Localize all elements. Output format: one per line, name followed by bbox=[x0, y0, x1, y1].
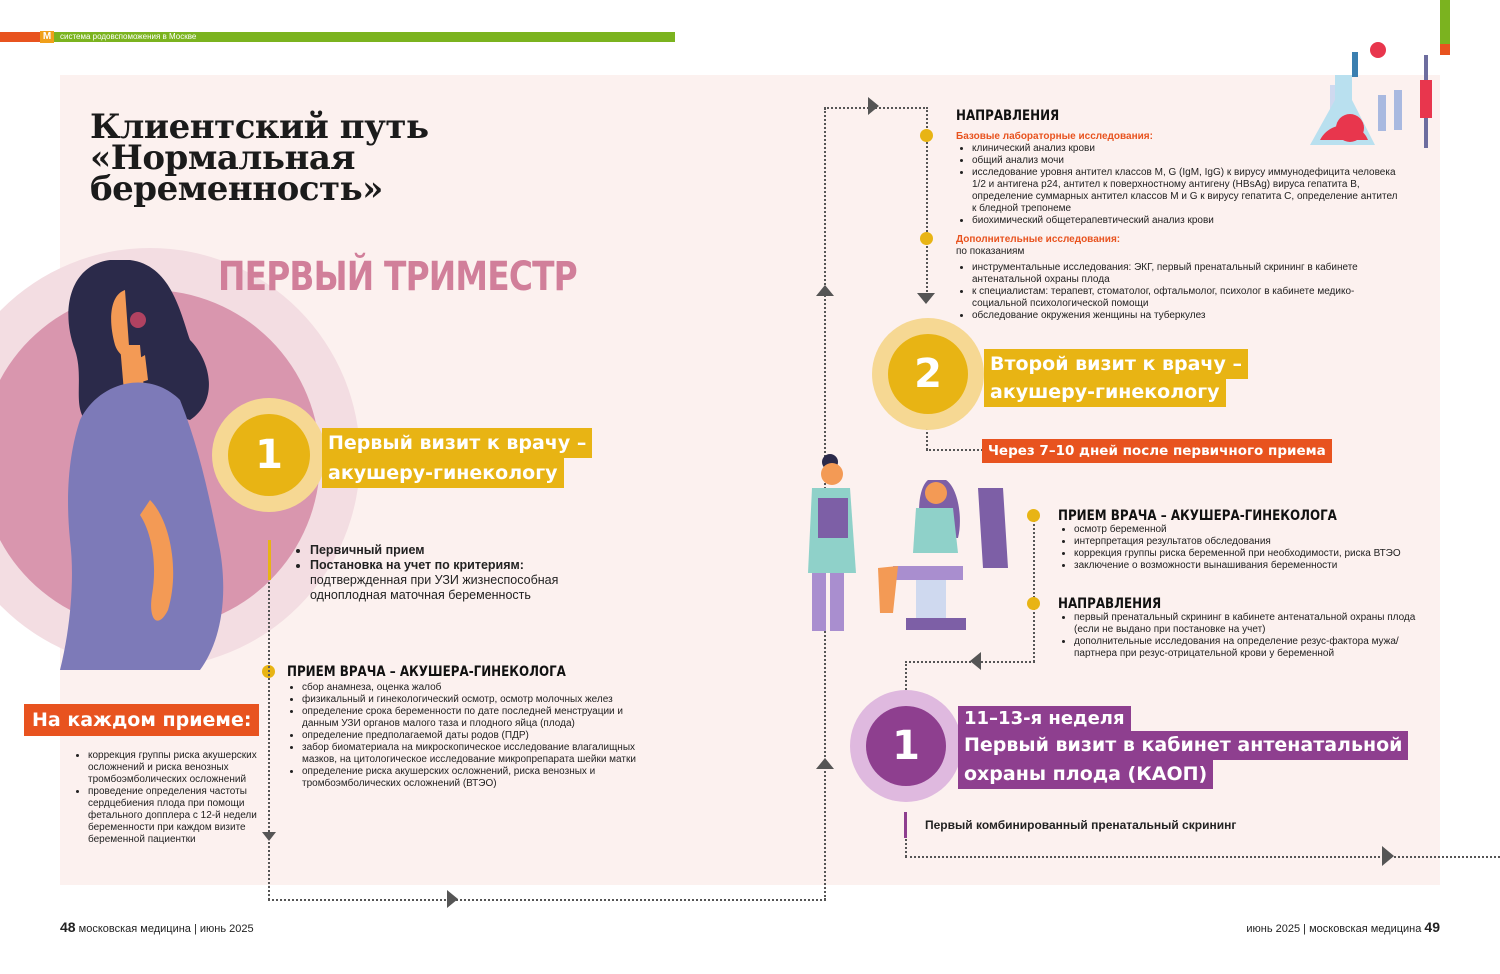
referrals1-basic-label: Базовые лабораторные исследования: bbox=[956, 131, 1153, 142]
kaop-week-text: 11–13-я неделя bbox=[964, 708, 1125, 729]
referrals1-extra-note: по показаниям bbox=[956, 246, 1025, 257]
list-item: • исследование уровня антител классов M, G (IgM, IgG) к вирусу иммунодефицита человека 1/2 и антигена p24, антител к поверхностному антигену (HBsAg) вируса гепатита В, определение суммарных антител классов М и G к вирусу гепатита С, определение антител к бледной трепонеме bbox=[972, 167, 1398, 215]
flow-arrow-left bbox=[970, 652, 981, 670]
visit1-bullet bbox=[310, 543, 610, 558]
list-item: • осмотр беременной bbox=[1074, 524, 1440, 536]
list-item: • коррекция группы риска акушерских осложнений и риска венозных тромбоэмболических осложнений bbox=[88, 750, 264, 786]
flow-arrow-right bbox=[1382, 846, 1394, 866]
referrals1-extra-dot bbox=[920, 232, 933, 245]
flow-arrow-down bbox=[262, 832, 276, 841]
trimester-heading: ПЕРВЫЙ ТРИМЕСТР bbox=[218, 254, 577, 300]
kaop-circle-inner: 1 bbox=[866, 706, 946, 786]
visit1-bullet bbox=[310, 558, 610, 603]
laboratory-illustration bbox=[1290, 40, 1440, 155]
visit2-title-line2 bbox=[984, 377, 1226, 407]
referrals1-extra-list bbox=[958, 262, 1398, 322]
visit2-referrals-list bbox=[1060, 612, 1430, 660]
referrals1-extra-label: Дополнительные исследования: bbox=[956, 234, 1121, 245]
section-title: система родовспоможения в Москве bbox=[54, 32, 675, 42]
kaop-title-line1 bbox=[958, 731, 1408, 760]
list-item: • проведение определения частоты сердцебиения плода при помощи фетального допплера с 12-й недели беременности при каждом визите беременной пациентки bbox=[88, 786, 264, 846]
each-visit-label: На каждом приеме: bbox=[24, 704, 259, 736]
list-item: • забор биоматериала на микроскопическое исследование влагалищных мазков, на цитологическое исследование микропрепарата шейки матки bbox=[302, 742, 638, 766]
flow-arrow-right bbox=[447, 890, 458, 908]
list-item: • первый пренатальный скрининг в кабинете антенатальной охраны плода (если не выдано при постановке на учет) bbox=[1074, 612, 1430, 636]
page-number-left: 48 bbox=[60, 919, 76, 935]
footer-left: 48 московская медицина | июнь 2025 bbox=[60, 919, 254, 935]
visit1-bullet-bold: Постановка на учет по критериям: bbox=[310, 558, 524, 572]
visit2-title-line1-text: Второй визит к врачу – bbox=[990, 353, 1242, 375]
header-accent-bar bbox=[0, 32, 40, 42]
list-item: • клинический анализ крови bbox=[972, 143, 1398, 155]
visit1-bullets bbox=[290, 543, 610, 603]
visit2-reception-list bbox=[1060, 524, 1440, 572]
visit2-timing: Через 7–10 дней после первичного приема bbox=[982, 439, 1332, 463]
list-item: • дополнительные исследования на определение резус-фактора мужа/партнера при резус-отрицательной крови у беременной bbox=[1074, 636, 1430, 660]
list-item: • коррекция группы риска беременной при необходимости, риска ВТЭО bbox=[1074, 548, 1440, 560]
visit2-referrals-dot bbox=[1027, 597, 1040, 610]
visit1-title-line1 bbox=[322, 428, 592, 458]
visit2-referrals-heading: НАПРАВЛЕНИЯ bbox=[1058, 596, 1162, 612]
footer-date-left: июнь 2025 bbox=[199, 923, 254, 935]
visit1-title-line1-text: Первый визит к врачу – bbox=[328, 432, 587, 454]
kaop-title-line2-text: охраны плода (КАОП) bbox=[964, 763, 1208, 785]
list-item: • определение предполагаемой даты родов (ПДР) bbox=[302, 730, 638, 742]
footer-journal-right: московская медицина bbox=[1309, 923, 1422, 935]
section-logo: M bbox=[40, 31, 54, 43]
each-visit-list bbox=[74, 750, 264, 846]
flow-arrow-down bbox=[917, 293, 935, 304]
list-item: • биохимический общетерапевтический анализ крови bbox=[972, 215, 1398, 227]
list-item: • обследование окружения женщины на туберкулез bbox=[972, 310, 1398, 322]
doctor-patient-illustration bbox=[798, 448, 1018, 633]
list-item: • сбор анамнеза, оценка жалоб bbox=[302, 682, 638, 694]
flow-arrow-up bbox=[816, 285, 834, 296]
flow-line bbox=[1033, 520, 1035, 662]
kaop-week bbox=[958, 706, 1131, 732]
referrals1-heading: НАПРАВЛЕНИЯ bbox=[956, 108, 1060, 124]
kaop-title-line1-text: Первый визит в кабинет антенатальной bbox=[964, 734, 1403, 756]
footer-journal-left: московская медицина bbox=[78, 923, 191, 935]
visit1-bullet-text: подтвержденная при УЗИ жизнеспособная одноплодная маточная беременность bbox=[310, 573, 559, 602]
visit1-bullet-bold: Первичный прием bbox=[310, 543, 425, 557]
flow-line bbox=[268, 899, 826, 901]
footer-right: июнь 2025 | московская медицина 49 bbox=[1246, 919, 1440, 935]
visit1-title-line2 bbox=[322, 458, 564, 488]
kaop-item: Первый комбинированный пренатальный скрининг bbox=[925, 818, 1237, 832]
visit1-reception-heading: ПРИЕМ ВРАЧА – АКУШЕРА-ГИНЕКОЛОГА bbox=[287, 664, 566, 680]
list-item: • заключение о возможности вынашивания беременности bbox=[1074, 560, 1440, 572]
visit2-reception-heading: ПРИЕМ ВРАЧА – АКУШЕРА-ГИНЕКОЛОГА bbox=[1058, 508, 1337, 524]
visit2-title-line1 bbox=[984, 349, 1248, 379]
list-item: • интерпретация результатов обследования bbox=[1074, 536, 1440, 548]
visit2-title-line2-text: акушеру-гинекологу bbox=[990, 381, 1220, 403]
visit1-reception-list bbox=[288, 682, 638, 790]
flow-line bbox=[905, 856, 1500, 858]
kaop-accent-bar bbox=[904, 812, 907, 838]
list-item: • инструментальные исследования: ЭКГ, первый пренатальный скрининг в кабинете антенатальной охраны плода bbox=[972, 262, 1398, 286]
visit2-circle-inner: 2 bbox=[888, 334, 968, 414]
list-item: • физикальный и гинекологический осмотр, осмотр молочных желез bbox=[302, 694, 638, 706]
referrals1-basic-list bbox=[958, 143, 1398, 227]
flow-arrow-up bbox=[816, 758, 834, 769]
list-item: • определение срока беременности по дате последней менструации и данным УЗИ органов малого таза и плодного яйца (плода) bbox=[302, 706, 638, 730]
pregnant-woman-illustration bbox=[40, 250, 240, 670]
referrals1-basic-dot bbox=[920, 129, 933, 142]
list-item: • определение риска акушерских осложнений, риска венозных и тромбоэмболических осложнений (ВТЭО) bbox=[302, 766, 638, 790]
visit2-reception-dot bbox=[1027, 509, 1040, 522]
page-title: Клиентский путь «Нормальная беременность» bbox=[90, 107, 429, 209]
flow-line bbox=[268, 842, 270, 900]
kaop-title-line2 bbox=[958, 760, 1213, 789]
page-number-right: 49 bbox=[1424, 919, 1440, 935]
list-item: • общий анализ мочи bbox=[972, 155, 1398, 167]
visit1-circle-inner: 1 bbox=[228, 414, 310, 496]
corner-accent-orange bbox=[1440, 44, 1450, 55]
visit1-accent-bar bbox=[268, 540, 271, 580]
flow-arrow-right bbox=[868, 97, 879, 115]
footer-date-right: июнь 2025 bbox=[1246, 923, 1301, 935]
list-item: • к специалистам: терапевт, стоматолог, офтальмолог, психолог в кабинете медико-социальной психологической помощи bbox=[972, 286, 1398, 310]
visit1-title-line2-text: акушеру-гинекологу bbox=[328, 462, 558, 484]
flow-line bbox=[268, 582, 270, 832]
